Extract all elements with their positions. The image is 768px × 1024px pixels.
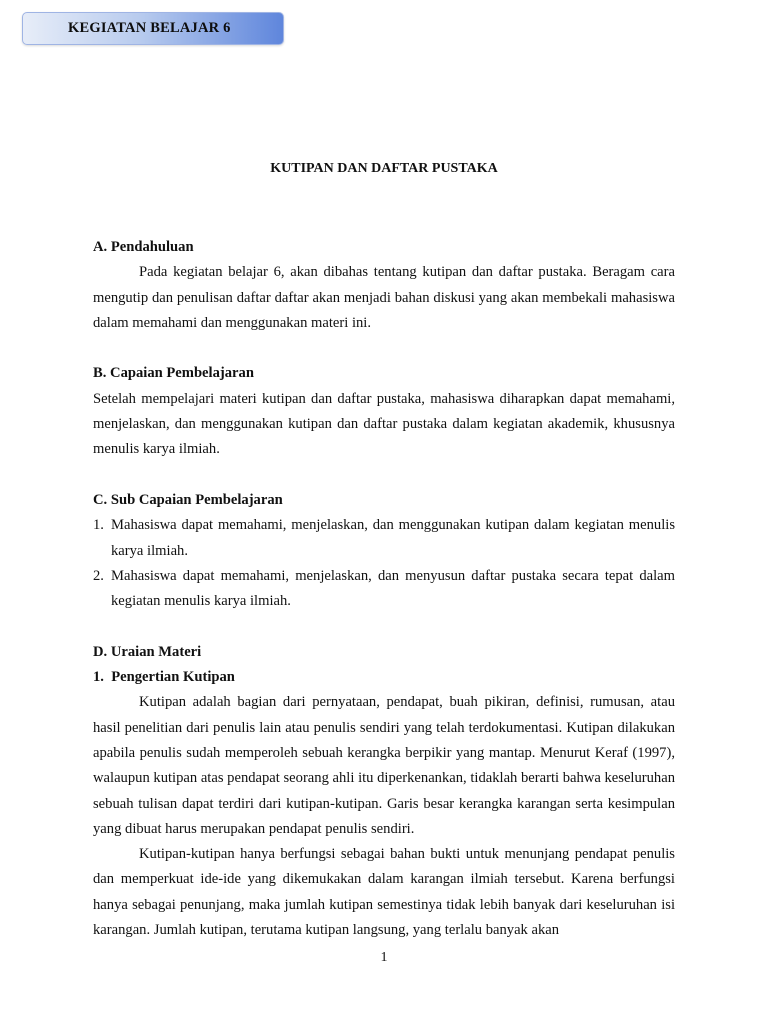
banner-label: KEGIATAN BELAJAR 6 bbox=[68, 20, 231, 36]
section-b-heading: B. Capaian Pembelajaran bbox=[93, 365, 254, 382]
list-item bbox=[93, 513, 675, 564]
list-item bbox=[93, 564, 675, 615]
list-item-number: 2. bbox=[93, 567, 104, 584]
section-d-paragraph-2: Kutipan-kutipan hanya berfungsi sebagai bahan bukti untuk menunjang pendapat penulis dan memperkuat ide-ide yang dikemukakan dalam karangan ilmiah tersebut. Karena berfungsi hanya sebagai penunjang, maka jumlah kutipan semestinya tidak lebih banyak dari keseluruhan isi karangan. Jumlah kutipan, terutama kutipan langsung, yang terlalu banyak akan bbox=[93, 846, 675, 939]
section-a-heading: A. Pendahuluan bbox=[93, 239, 194, 255]
document-title: KUTIPAN DAN DAFTAR PUSTAKA bbox=[270, 161, 498, 176]
section-a-paragraph: Pada kegiatan belajar 6, akan dibahas tentang kutipan dan daftar pustaka. Beragam cara mengutip dan penulisan daftar daftar akan menjadi bahan diskusi yang akan membekali mahasiswa dalam memahami dan menggunakan materi ini. bbox=[93, 264, 675, 331]
section-b-paragraph: Setelah mempelajari materi kutipan dan daftar pustaka, mahasiswa diharapkan dapat memahami, menjelaskan, dan menggunakan kutipan dan daftar pustaka dalam kegiatan akademik, khususnya menulis karya ilmiah. bbox=[93, 390, 675, 458]
list-item-text: Mahasiswa dapat memahami, menjelaskan, dan menggunakan kutipan dalam kegiatan menulis karya ilmiah. bbox=[111, 517, 675, 559]
section-d-paragraph-1: Kutipan adalah bagian dari pernyataan, pendapat, buah pikiran, definisi, rumusan, atau hasil penelitian dari penulis lain atau penulis sendiri yang telah terdokumentasi. Kutipan dilakukan apabila penulis sudah memperoleh sebuah kerangka berpikir yang mantap. Menurut Keraf (1997), walaupun kutipan atas pendapat seorang ahli itu diperkenankan, tidaklah berarti bahwa keseluruhan sebuah tulisan dapat terdiri dari kutipan-kutipan. Garis besar kerangka karangan serta kesimpulan yang dibuat harus merupakan pendapat penulis sendiri. bbox=[93, 694, 675, 837]
list-item-text: Mahasiswa dapat memahami, menjelaskan, dan menyusun daftar pustaka secara tepat dalam kegiatan menulis karya ilmiah. bbox=[111, 567, 675, 610]
page-number: 1 bbox=[380, 950, 388, 965]
list-item-number: 1. bbox=[93, 517, 104, 534]
document-body bbox=[93, 235, 675, 943]
section-d-heading: D. Uraian Materi bbox=[93, 643, 202, 660]
section-c-heading: C. Sub Capaian Pembelajaran bbox=[93, 491, 283, 508]
sub-capaian-list bbox=[93, 513, 675, 614]
subsection-heading bbox=[93, 665, 675, 690]
subsection-title: Pengertian Kutipan bbox=[111, 669, 235, 686]
section-banner bbox=[22, 12, 284, 45]
subsection-number: 1. bbox=[93, 669, 104, 686]
